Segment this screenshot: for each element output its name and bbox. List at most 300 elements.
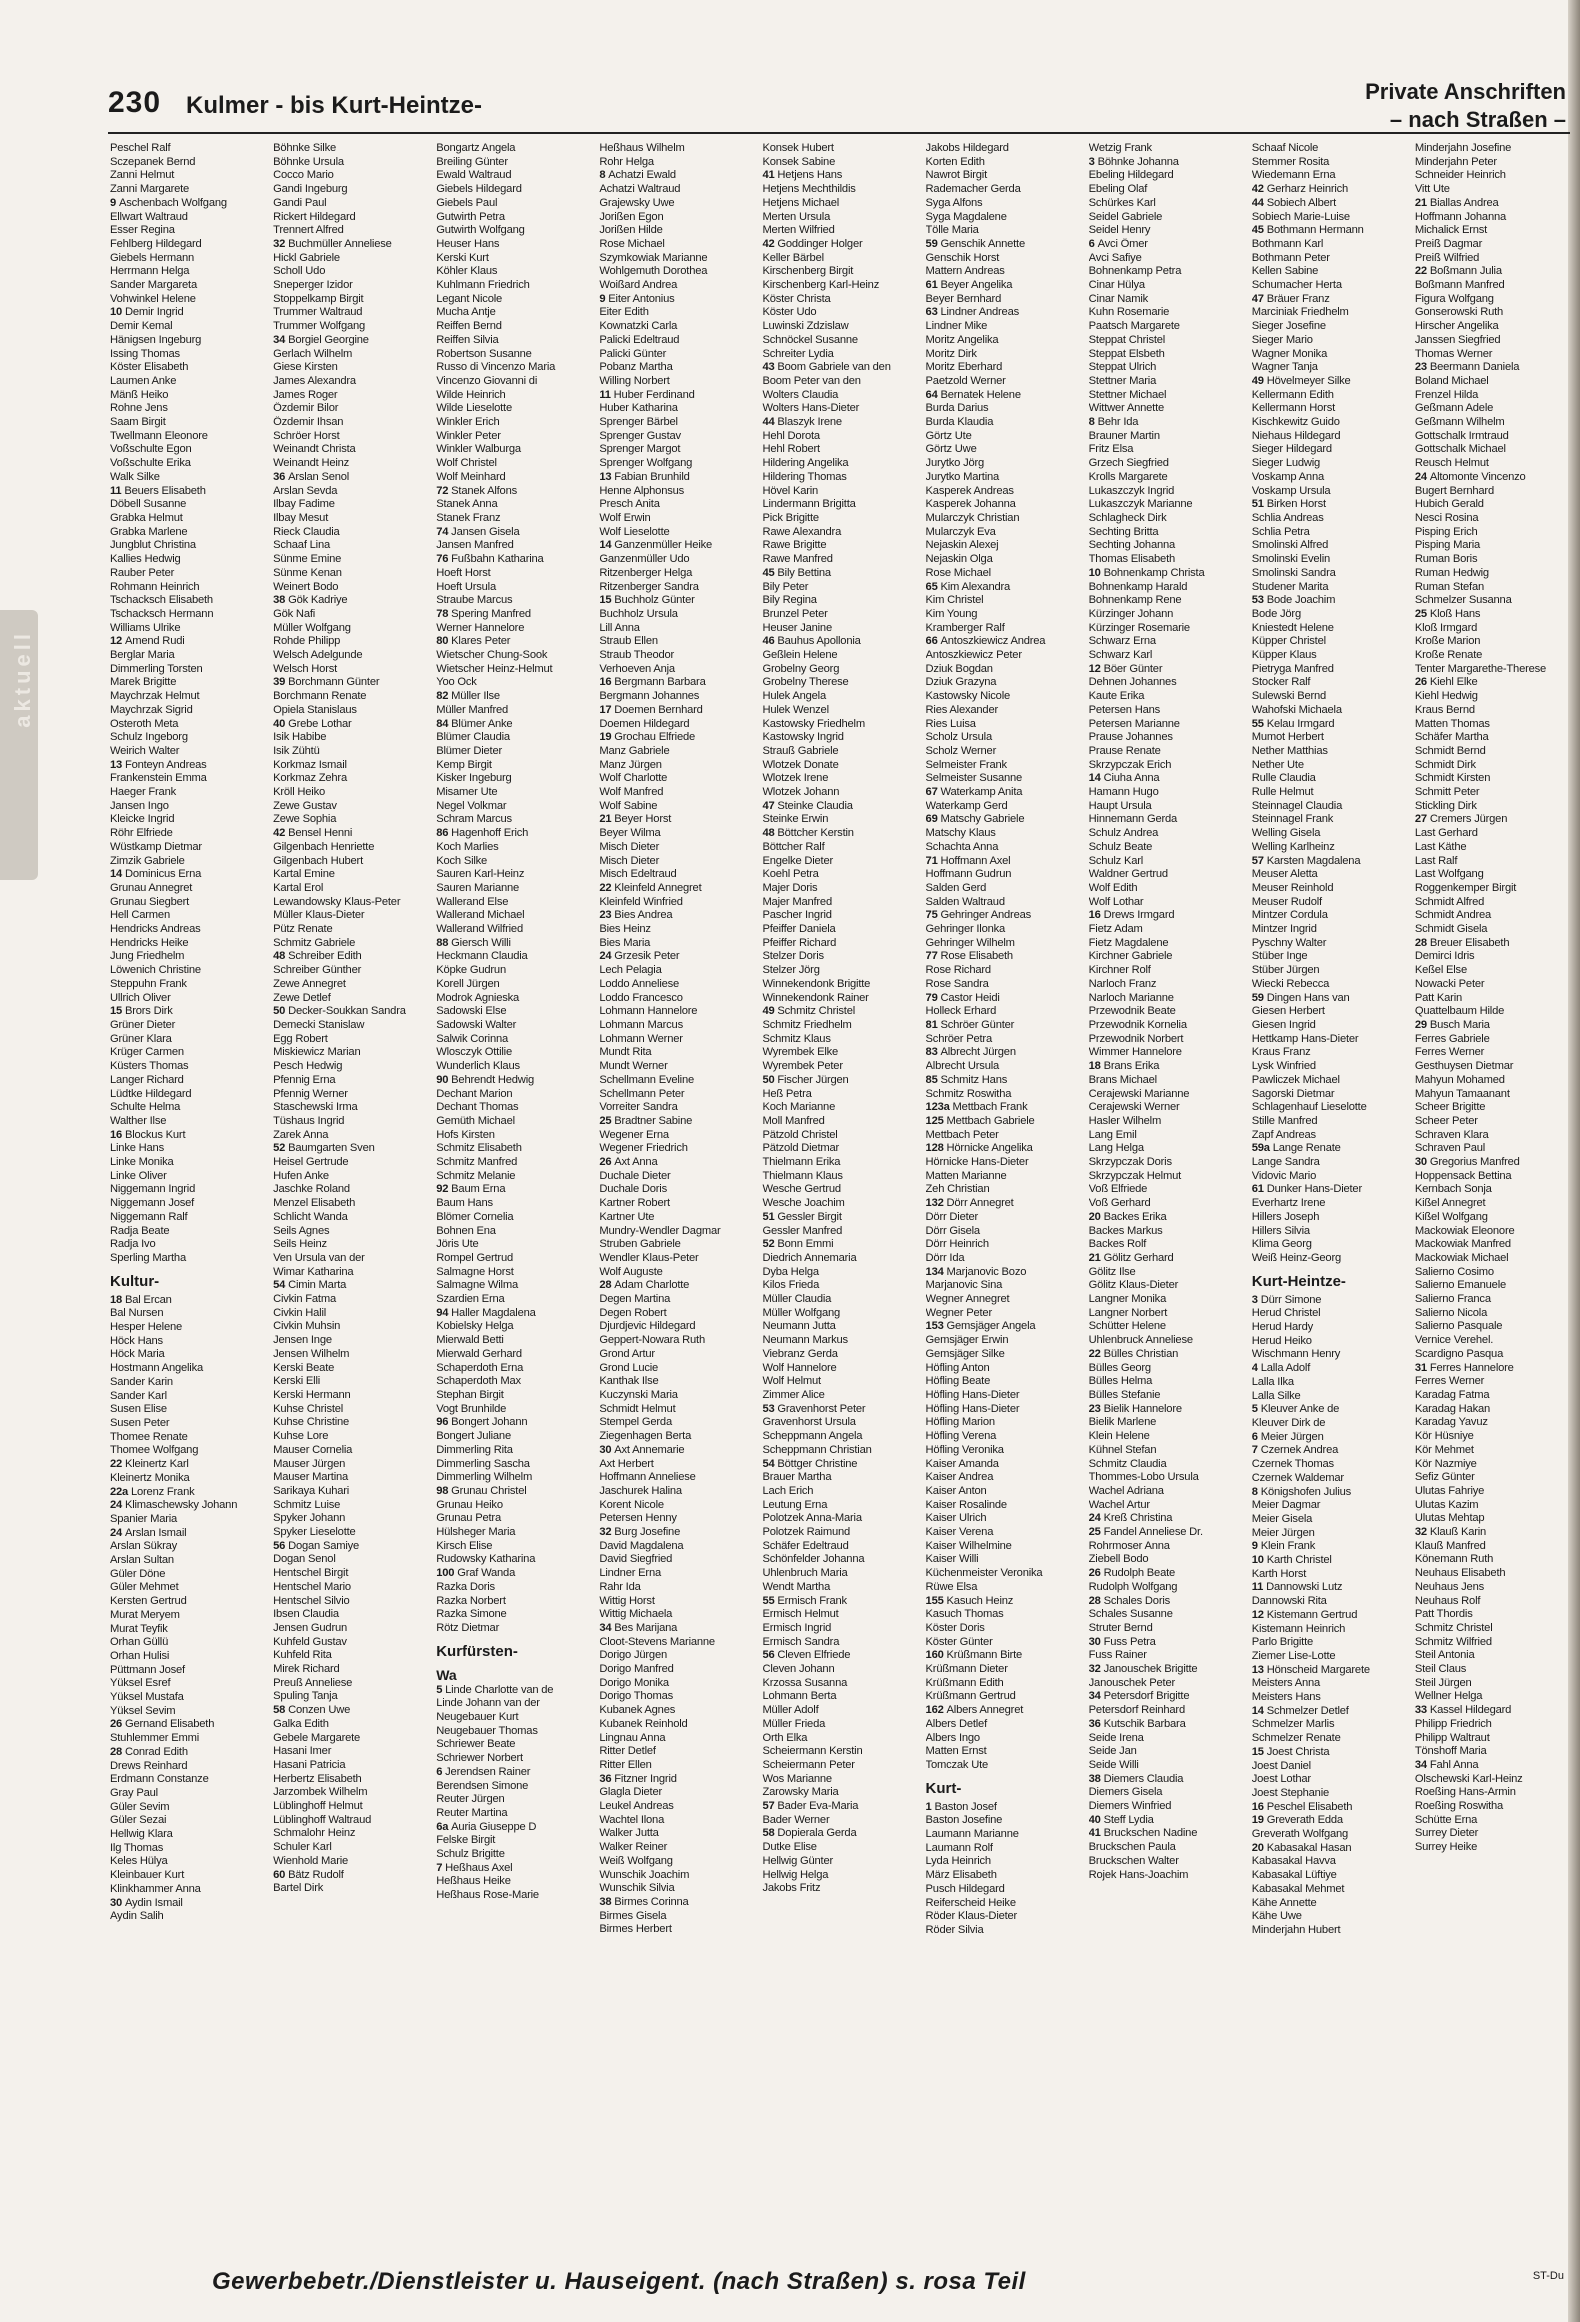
directory-entry: 153 Gemsjäger Angela [925,1320,1036,1333]
directory-entry: Wos Marianne [762,1772,832,1785]
directory-entry: Lill Anna [599,621,640,634]
directory-entry: Dogan Senol [273,1553,336,1566]
directory-entry: Höfling Marion [925,1416,995,1429]
directory-entry: Wittig Horst [599,1594,655,1607]
directory-entry: 42 Gerharz Heinrich [1251,183,1349,196]
house-number: 13 [1251,1663,1267,1676]
directory-entry: Kaiser Wilhelmine [925,1539,1012,1552]
directory-entry: Demir Kemal [110,320,173,333]
directory-entry: Przewodnik Kornelia [1088,1019,1187,1031]
directory-entry: Mauser Martina [273,1471,349,1484]
directory-entry: Wesche Gertrud [762,1183,841,1196]
directory-entry: Schmitz Melanie [436,1169,516,1182]
directory-entry: Fritz Elsa [1088,443,1134,456]
directory-entry: Schneider Heinrich [1414,169,1506,182]
house-number: 38 [599,1896,615,1908]
directory-entry: Hofs Kirsten [436,1128,495,1141]
directory-entry: Herud Christel [1251,1307,1321,1320]
directory-entry: 17 Doemen Bernhard [599,703,703,716]
directory-entry: Ewald Waltraud [436,169,512,182]
directory-entry: Schäfer Edeltraud [762,1539,849,1552]
directory-entry: Bülles Georg [1088,1361,1151,1374]
directory-entry: Majer Doris [762,881,818,894]
directory-entry: 83 Albrecht Jürgen [925,1046,1016,1059]
directory-entry: Kellermann Horst [1251,402,1335,415]
directory-entry: Dutke Elise [762,1841,817,1854]
directory-entry: Bongert Juliane [436,1430,511,1443]
house-number: 27 [1414,813,1430,826]
directory-entry: Hellwig Helga [762,1868,829,1881]
house-number: 12 [1088,662,1104,675]
directory-entry: 67 Waterkamp Anita [925,786,1023,799]
directory-entry: 38 Birmes Corinna [599,1896,689,1908]
directory-entry: 4 Lalla Adolf [1251,1362,1311,1375]
directory-entry: Merten Ursula [762,210,831,223]
house-number: 56 [762,1649,778,1662]
directory-entry: Schmelzer Marlis [1251,1718,1335,1731]
directory-entry: Figura Wolfgang [1414,292,1494,305]
house-number: 153 [925,1320,947,1333]
directory-entry: März Elisabeth [925,1869,997,1882]
directory-entry: Sadowski Walter [436,1019,517,1031]
house-number: 22 [1414,265,1430,278]
directory-entry: Meisters Hans [1251,1691,1321,1704]
directory-entry: 82 Müller Ilse [436,690,500,703]
directory-entry: Jurytko Jörg [925,457,985,470]
house-number: 54 [273,1279,289,1292]
directory-entry: Strauß Gabriele [762,744,839,757]
directory-entry: Sobiech Marie-Luise [1251,210,1350,223]
directory-entry: Skrzypczak Helmut [1088,1169,1181,1182]
directory-entry: Robertson Susanne [436,347,532,360]
directory-entry: 49 Hövelmeyer Silke [1251,374,1351,387]
directory-entry: Kubanek Reinhold [599,1717,688,1730]
directory-entry: Voß Elfriede [1088,1183,1148,1196]
directory-entry: Scheppmann Christian [762,1443,872,1456]
directory-entry: Kleinfeld Winfried [599,895,683,908]
footer-code: ST-Du [1532,2270,1564,2282]
directory-entry: Last Käthe [1414,840,1467,853]
directory-entry: Köster Doris [925,1621,985,1634]
directory-entry: Gray Paul [110,1786,158,1799]
directory-entry: Mundt Werner [599,1060,668,1073]
directory-entry: Höfling Anton [925,1361,990,1374]
directory-entry: Dorigo Jürgen [599,1649,667,1662]
directory-entry: Kastowsky Nicole [925,690,1011,703]
house-number: 21 [599,813,615,826]
house-number: 6 [1251,1430,1261,1443]
directory-entry: Backes Markus [1088,1224,1163,1237]
directory-entry: 34 Fahl Anna [1414,1758,1479,1771]
directory-entry: Zapf Andreas [1251,1128,1316,1141]
directory-entry: Linde Johann van der [436,1697,540,1710]
directory-entry: Heßhaus Heike [436,1875,511,1888]
directory-entry: Marciniak Friedhelm [1251,306,1349,319]
house-number: 7 [1251,1444,1261,1457]
directory-entry: Steil Claus [1414,1663,1467,1676]
directory-entry: Kubanek Agnes [599,1704,676,1717]
directory-entry: Murat Meryem [110,1608,180,1621]
house-number: 12 [110,635,125,648]
directory-entry: Degen Martina [599,1293,671,1306]
directory-entry: Kaiser Amanda [925,1457,999,1470]
directory-entry: Wachtel Ilona [599,1813,665,1826]
directory-entry: Brunzel Peter [762,607,828,620]
house-number: 24 [1088,1512,1104,1525]
directory-entry: Bothmann Karl [1251,237,1324,250]
directory-entry: Korten Edith [925,155,985,168]
directory-entry: 59 Dingen Hans van [1251,991,1350,1004]
directory-entry: Rohr Helga [599,155,654,168]
directory-entry: Hülsheger Maria [436,1526,516,1539]
directory-entry: Matten Marianne [925,1169,1007,1182]
directory-entry: Langer Richard [110,1073,184,1086]
directory-entry: Syga Alfons [925,196,983,209]
directory-entry: Sechting Britta [1088,525,1159,538]
directory-entry: Cinar Namik [1088,292,1148,305]
directory-entry: 88 Giersch Willi [436,936,511,949]
directory-entry: Thommes-Lobo Ursula [1088,1471,1199,1484]
house-number: 23 [1414,361,1430,374]
directory-entry: Steinke Erwin [762,813,829,826]
directory-entry: Hamann Hugo [1088,786,1159,799]
directory-entry: Bergmann Johannes [599,690,700,703]
directory-entry: 5 Linde Charlotte van de [436,1683,554,1696]
directory-entry: Wohlgemuth Dorothea [599,265,708,278]
house-number: 41 [1088,1827,1104,1840]
directory-entry: Schachta Anna [925,840,999,853]
directory-entry: 134 Marjanovic Bozo [925,1265,1027,1278]
directory-entry: 10 Bohnenkamp Christa [1088,566,1205,579]
directory-entry: Sperling Martha [110,1251,186,1264]
directory-entry: Narloch Franz [1088,977,1157,990]
directory-entry: Wolf Lieselotte [599,525,670,538]
directory-entry: Steil Antonia [1414,1649,1475,1662]
directory-entry: Loddo Anneliese [599,977,680,990]
directory-entry: Nawrot Birgit [925,169,987,182]
directory-entry: Woißard Andrea [599,279,678,292]
directory-entry: Böhnke Silke [273,142,337,154]
directory-entry: Wlotzek Johann [762,786,840,799]
directory-entry: Palicki Edeltraud [599,333,680,346]
directory-entry: Güler Mehmet [110,1581,179,1594]
directory-entry: Steppuhn Frank [110,977,187,990]
directory-entry: Kirschenberg Karl-Heinz [762,279,880,292]
directory-entry: 11 Huber Ferdinand [599,388,695,401]
house-number: 4 [1251,1362,1261,1375]
directory-entry: Lohmann Marcus [599,1019,683,1031]
directory-entry: Duchale Doris [599,1183,667,1196]
directory-entry: Selmeister Susanne [925,772,1023,785]
directory-entry: Cleven Johann [762,1663,835,1676]
directory-entry: Küpper Klaus [1251,649,1317,662]
directory-entry: Misamer Ute [436,786,498,799]
directory-entry: Sander Karl [110,1389,167,1402]
directory-entry: Stuhlemmer Emmi [110,1732,200,1745]
directory-entry: Mierwald Gerhard [436,1347,522,1360]
directory-entry: 13 Fabian Brunhild [599,470,690,483]
directory-entry: Moll Manfred [762,1114,825,1127]
directory-entry: 162 Albers Annegret [925,1704,1024,1717]
house-number: 58 [762,1827,778,1840]
directory-entry: Gölitz Ilse [1088,1265,1136,1278]
directory-entry: Schram Marcus [436,813,512,826]
directory-entry: Bohnenkamp Rene [1088,594,1182,607]
house-number: 24 [110,1526,125,1539]
house-number: 36 [273,470,289,483]
directory-entry: Wachel Adriana [1088,1484,1164,1497]
directory-entry: Röhr Elfriede [110,827,173,840]
directory-entry: 28 Conrad Edith [110,1745,188,1758]
directory-entry: Wietscher Heinz-Helmut [436,662,553,675]
directory-entry: Lukaszczyk Marianne [1088,498,1193,511]
house-number: 53 [762,1402,778,1415]
directory-entry: 22 Bülles Christian [1088,1347,1179,1360]
directory-entry: Voßschulte Egon [110,443,192,456]
directory-column [762,142,917,2252]
directory-entry: Bugert Bernhard [1414,484,1494,497]
house-number: 67 [925,786,941,799]
directory-entry: Heßhaus Wilhelm [599,142,685,154]
directory-entry: Keles Hülya [110,1855,168,1868]
directory-entry: Walther Ilse [110,1114,167,1127]
directory-entry: Wagner Tanja [1251,361,1318,374]
directory-entry: 47 Bräuer Franz [1251,292,1330,305]
house-number: 28 [110,1745,125,1758]
directory-entry: 44 Sobiech Albert [1251,196,1337,209]
house-number: 22 [599,881,615,894]
house-number: 8 [1088,416,1098,429]
directory-entry: Straube Marcus [436,594,513,607]
directory-entry: Schmidt Bernd [1414,744,1486,757]
house-number: 15 [1251,1745,1267,1758]
house-number: 23 [599,909,615,922]
directory-entry: Köster Günter [925,1635,993,1648]
directory-entry: Hufen Anke [273,1169,329,1182]
directory-entry: 18 Brans Erika [1088,1060,1160,1073]
directory-entry: Steinnagel Frank [1251,813,1334,826]
house-number: 10 [1088,566,1104,579]
directory-entry: Müller Frieda [762,1717,826,1730]
directory-entry: Meuser Aletta [1251,868,1318,881]
directory-entry: Tüshaus Ingrid [273,1114,345,1127]
directory-entry: Winkler Peter [436,429,501,442]
directory-entry: Krüßmann Gertrud [925,1690,1016,1703]
directory-entry: 46 Bauhus Apollonia [762,635,861,648]
directory-entry: Petersen Henny [599,1512,677,1525]
directory-entry: Wolf Lothar [1088,895,1144,908]
directory-entry: Matten Thomas [1414,717,1490,730]
house-number: 10 [110,306,125,319]
directory-entry: Wendt Martha [762,1580,831,1593]
directory-entry: Everhartz Irene [1251,1197,1326,1210]
directory-entry: Hulek Angela [762,690,826,703]
directory-entry: 16 Peschel Elisabeth [1251,1800,1353,1813]
directory-entry: Mackowiak Michael [1414,1251,1509,1264]
directory-entry: Saam Birgit [110,416,166,429]
directory-entry: Thomee Wolfgang [110,1444,199,1457]
directory-entry: Güler Sezai [110,1814,167,1827]
directory-column [1252,142,1407,2252]
directory-entry: Opiela Stanislaus [273,703,357,716]
directory-entry: Bily Peter [762,580,809,593]
directory-entry: Jakobs Hildegard [925,142,1009,154]
directory-entry: Sprenger Gustav [599,429,681,442]
directory-entry: 23 Bies Andrea [599,909,673,922]
directory-entry: Sieger Ludwig [1251,457,1321,470]
directory-entry: Michalick Ernst [1414,224,1488,237]
street-heading: Kurfürsten- [436,1642,518,1660]
house-number: 29 [1414,1019,1430,1031]
directory-entry: Sprenger Wolfgang [599,457,693,470]
directory-entry: Zewe Sophia [273,813,337,826]
directory-entry: 160 Krüßmann Birte [925,1649,1023,1662]
directory-entry: Salierno Franca [1414,1293,1491,1306]
directory-entry: Seide Irena [1088,1731,1144,1744]
directory-entry: Giesen Ingrid [1251,1019,1316,1031]
directory-entry: Surrey Heike [1414,1841,1478,1854]
house-number: 14 [1251,1704,1267,1717]
directory-entry: Özdemir Bilor [273,402,339,415]
directory-entry: Waterkamp Gerd [925,799,1008,812]
directory-entry: Grobelny Therese [762,676,849,689]
directory-entry: Sander Karin [110,1375,173,1388]
directory-entry: Antoszkiewicz Peter [925,649,1022,662]
directory-entry: Neugebauer Thomas [436,1724,538,1737]
directory-entry: Straub Ellen [599,635,658,648]
house-number: 41 [762,169,778,182]
directory-entry: Schriewer Beate [436,1738,516,1751]
directory-entry: Kaiser Willi [925,1553,979,1566]
directory-entry: Kirschenberg Birgit [762,265,854,278]
directory-entry: Döbell Susanne [110,498,187,511]
directory-entry: Grunau Annegret [110,881,193,894]
directory-entry: Djurdjevic Hildegard [599,1320,696,1333]
directory-entry: Meuser Rudolf [1251,895,1322,908]
directory-entry: Ritzenberger Sandra [599,580,699,593]
directory-entry: Hänigsen Ingeburg [110,333,202,346]
directory-entry: Doemen Hildegard [599,717,690,730]
directory-entry: Koch Marianne [762,1101,836,1114]
directory-entry: Joest Daniel [1251,1759,1311,1772]
house-number: 59 [1251,991,1267,1004]
directory-entry: Rickert Hildegard [273,210,356,223]
directory-entry: Schulte Helma [110,1101,181,1114]
directory-entry: Laumen Anke [110,374,177,387]
directory-entry: Thomas Werner [1414,347,1493,360]
directory-entry: Hoeft Horst [436,566,491,579]
directory-entry: Erdmann Constanze [110,1773,209,1786]
directory-entry: Szymkowiak Marianne [599,251,708,264]
directory-columns [110,142,1570,2252]
directory-entry: Steinnagel Claudia [1251,799,1343,812]
directory-entry: Wilde Heinrich [436,388,506,401]
directory-entry: Tschacksch Hermann [110,607,214,620]
directory-entry: David Siegfried [599,1553,673,1566]
directory-entry: Bartel Dirk [273,1882,324,1895]
directory-entry: Blömer Cornelia [436,1210,514,1223]
house-number: 90 [436,1073,452,1086]
directory-column [110,142,265,2252]
directory-entry: Kleinbauer Kurt [110,1869,185,1882]
directory-entry: Ilbay Fadime [273,498,335,511]
house-number: 6 [436,1765,446,1778]
directory-entry: Pisping Maria [1414,539,1481,552]
directory-entry: Galka Edith [273,1717,329,1730]
directory-entry: 36 Kutschik Barbara [1088,1717,1186,1730]
directory-entry: Kraus Franz [1251,1046,1311,1059]
side-tab [0,610,38,880]
directory-entry: Kißel Annegret [1414,1197,1486,1210]
directory-entry: Majer Manfred [762,895,832,908]
directory-entry: Wegener Friedrich [599,1142,688,1155]
directory-entry: Schmidt Gisela [1414,923,1488,936]
directory-entry: Mauser Cornelia [273,1443,353,1456]
directory-entry: Albers Ingo [925,1731,980,1744]
house-number: 75 [925,909,941,922]
directory-entry: Dimmerling Wilhelm [436,1471,533,1484]
directory-entry: Hasani Imer [273,1745,332,1758]
house-number: 16 [110,1128,125,1141]
house-number: 32 [273,237,289,250]
directory-entry: Gemsjäger Silke [925,1347,1005,1360]
directory-entry: Przewodnik Norbert [1088,1032,1184,1045]
directory-entry: 22 Kleinertz Karl [110,1458,189,1471]
directory-entry: Schäfer Martha [1414,731,1489,744]
directory-entry: Williams Ulrike [110,621,181,634]
house-number: 23 [1088,1402,1104,1415]
directory-entry: 27 Cremers Jürgen [1414,813,1508,826]
directory-entry: Sechting Johanna [1088,539,1176,552]
house-number: 14 [1088,772,1104,785]
directory-entry: Schröer Petra [925,1032,992,1045]
directory-entry: Ries Alexander [925,703,998,716]
directory-entry: Brans Michael [1088,1073,1157,1086]
directory-entry: Höfling Veronika [925,1443,1004,1456]
directory-entry: Kartal Erol [273,881,324,894]
directory-entry: Thielmann Erika [762,1156,841,1169]
directory-entry: Schürkes Karl [1088,196,1156,209]
directory-entry: Ulutas Kazim [1414,1498,1479,1511]
directory-entry: 24 Kreß Christina [1088,1512,1173,1525]
house-number: 12 [1251,1608,1267,1621]
directory-entry: Boom Peter van den [762,374,861,387]
directory-entry: Giebels Paul [436,196,498,209]
directory-entry: 24 Altomonte Vincenzo [1414,470,1526,483]
directory-entry: Zanni Margarete [110,183,190,196]
directory-entry: Wittig Michaela [599,1608,673,1621]
directory-entry: Gesthuysen Dietmar [1414,1060,1514,1073]
directory-entry: Wittwer Annette [1088,402,1165,415]
directory-entry: Mularczyk Eva [925,525,996,538]
directory-entry: Rieck Claudia [273,525,340,538]
directory-column [1089,142,1244,2252]
directory-entry: Wellner Helga [1414,1690,1483,1703]
directory-entry: 54 Böttger Christine [762,1457,858,1470]
directory-entry: Voskamp Anna [1251,470,1325,483]
house-number: 15 [599,594,615,607]
directory-entry: Zimmer Alice [762,1388,825,1401]
footer-note: Gewerbebetr./Dienstleister u. Hauseigent. (nach Straßen) s. rosa Teil [212,2268,1026,2295]
directory-entry: Beyer Wilma [599,827,661,840]
directory-entry: Kasuch Thomas [925,1608,1004,1621]
directory-entry: Rudolph Wolfgang [1088,1580,1178,1593]
house-number: 26 [1414,676,1430,689]
house-number: 13 [599,470,615,483]
directory-entry: 52 Bonn Emmi [762,1238,834,1251]
directory-entry: Cinar Hülya [1088,279,1145,292]
directory-entry: Uhlenbruch Maria [762,1567,848,1580]
